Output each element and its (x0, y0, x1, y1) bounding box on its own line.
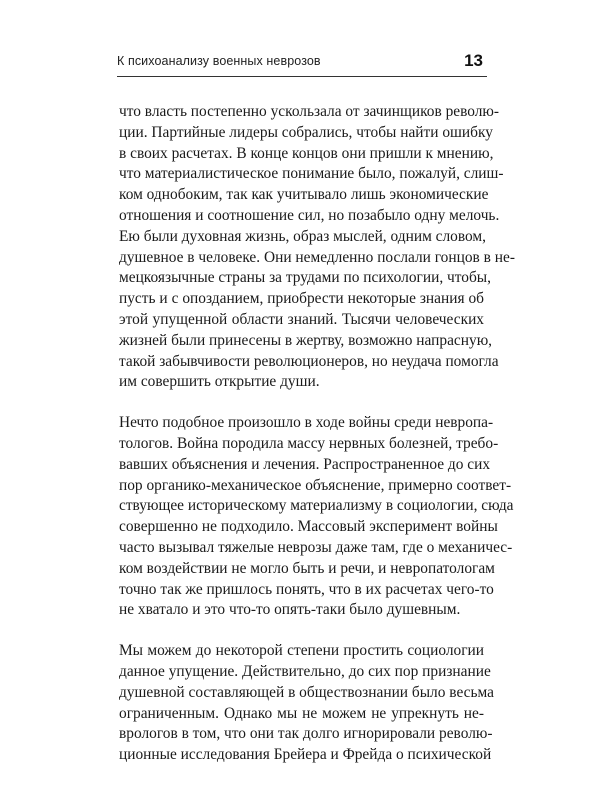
text-line: пусть и с опозданием, приобрести некоторые знания об (119, 290, 484, 308)
body-text (119, 102, 515, 786)
paragraph (119, 641, 494, 766)
text-line: что материалистическое понимание было, пожалуй, слиш- (119, 165, 504, 183)
text-line: отношения и соотношение сил, но позабыло одну мелочь. (119, 206, 500, 224)
text-line: тологов. Война породила массу нервных болезней, требо- (119, 434, 499, 452)
text-line: Ею были духовная жизнь, образ мыслей, одним словом, (119, 227, 487, 245)
text-line: в своих расчетах. В конце концов они пришли к мнению, (119, 144, 494, 162)
text-line: душевной составляющей в обществознании было весьма (119, 683, 494, 701)
text-line: ком воздействии не могло быть и речи, и невропатологам (119, 559, 495, 577)
header-rule (117, 76, 487, 77)
text-line: этой упущенной области знаний. Тысячи человеческих (119, 310, 484, 328)
running-title: К психоанализу военных неврозов (117, 54, 321, 68)
running-head (117, 51, 487, 73)
text-line: ционные исследования Брейера и Фрейда о психической (119, 746, 492, 764)
text-line: не хватало и это что-то опять-таки было душевным. (119, 601, 461, 619)
text-line: им совершить открытие души. (119, 373, 320, 391)
text-line: врологов в том, что они так долго игнорировали револю- (119, 725, 493, 743)
text-line: ции. Партийные лидеры собрались, чтобы найти ошибку (119, 123, 493, 141)
text-line: мецкоязычные страны за трудами по психологии, чтобы, (119, 269, 491, 287)
text-line: жизней были принесены в жертву, возможно напрасную, (119, 331, 493, 349)
text-line: такой забывчивости революционеров, но неудача помогла (119, 352, 499, 370)
text-line: что власть постепенно ускользала от зачинщиков револю- (119, 103, 500, 120)
paragraph (119, 102, 515, 393)
text-line: пор органико-механическое объяснение, примерно соответ- (119, 476, 512, 494)
text-line: совершенно не подходило. Массовый эксперимент войны (119, 518, 498, 536)
text-line: ствующее историческому материализму в социологии, сюда (119, 497, 514, 515)
text-line: точно так же пришлось понять, что в их расчетах чего-то (119, 580, 494, 598)
text-line: часто вызывал тяжелые неврозы даже там, где о механичес- (119, 538, 513, 556)
text-line: Мы можем до некоторой степени простить социологии (119, 642, 484, 660)
text-line: ком однобоким, так как учитывало лишь экономические (119, 186, 489, 204)
text-line: данное упущение. Действительно, до сих пор признание (119, 662, 491, 680)
text-line: ограниченным. Однако мы не можем не упрекнуть не- (119, 704, 484, 722)
paragraph (119, 413, 514, 621)
page-number: 13 (464, 51, 483, 70)
text-line: Нечто подобное произошло в ходе войны среди невропа- (119, 414, 494, 432)
text-line: вавших объяснения и лечения. Распространенное до сих (119, 455, 491, 473)
text-line: душевное в человеке. Они немедленно послали гонцов в не- (119, 248, 515, 266)
